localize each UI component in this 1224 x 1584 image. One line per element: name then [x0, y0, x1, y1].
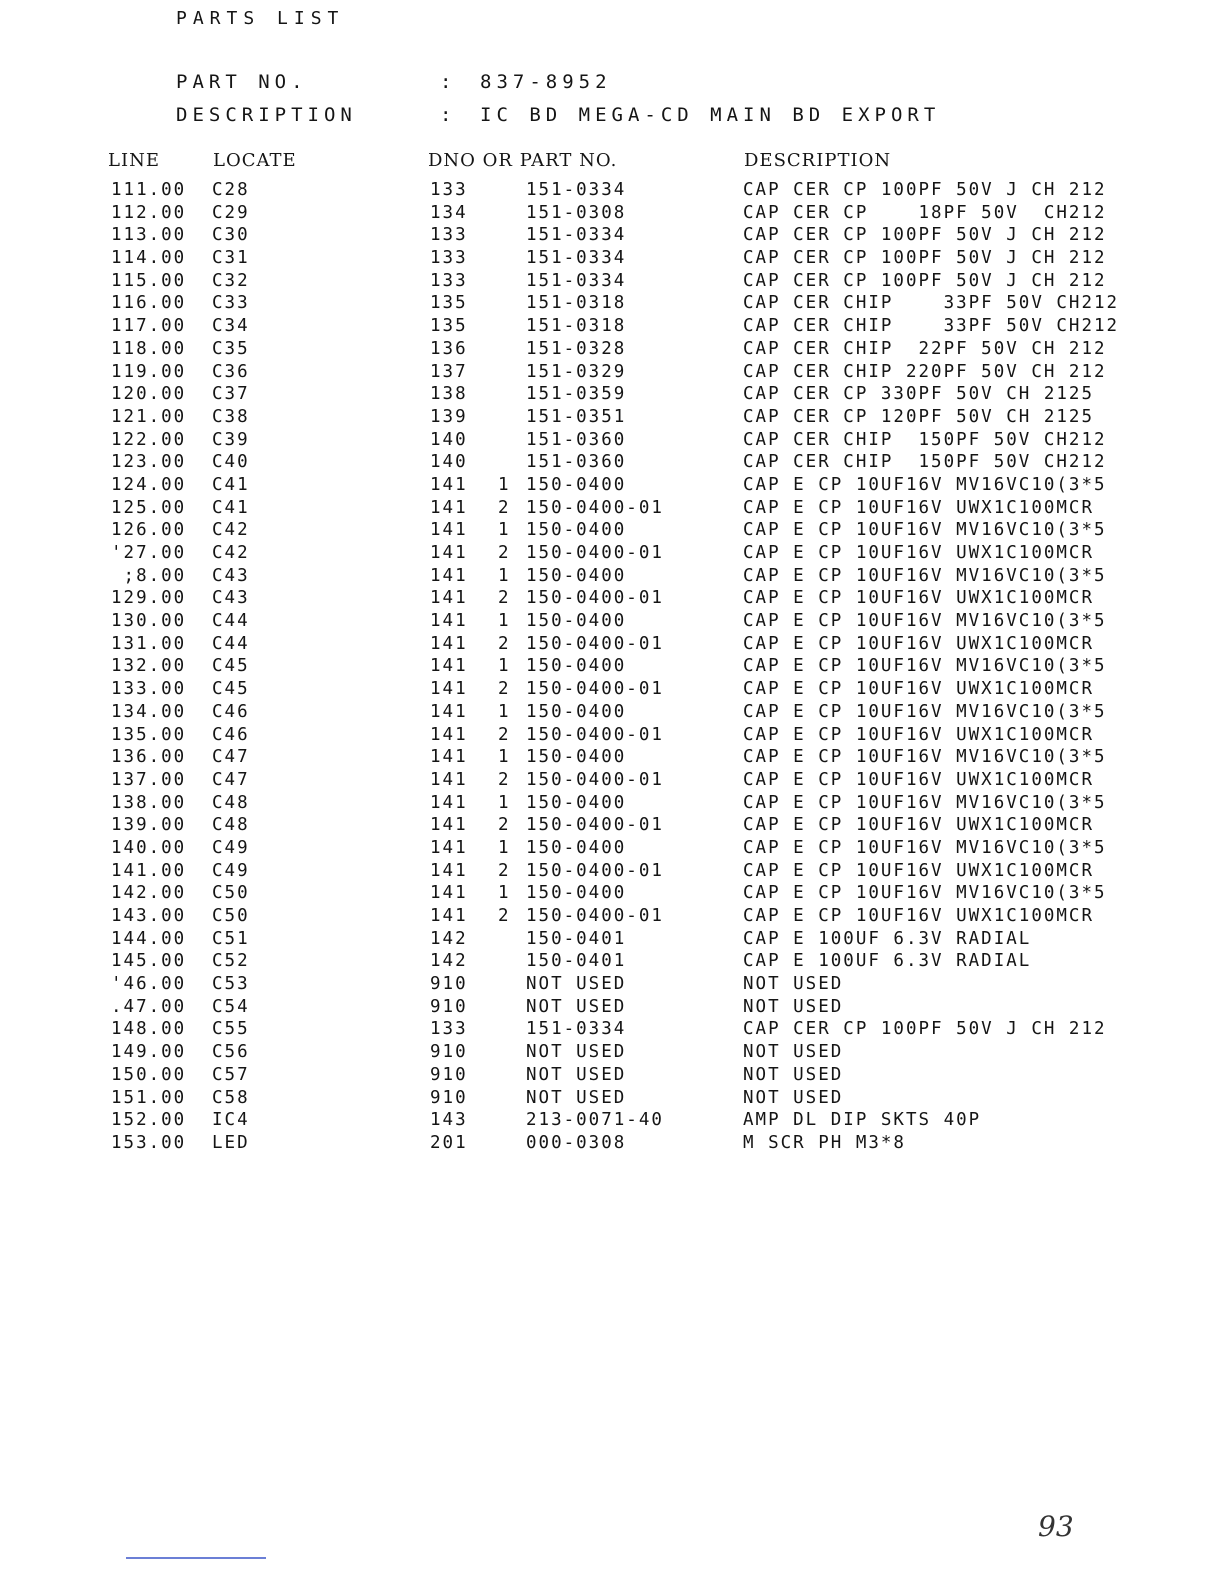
description-cell: CAP E CP 10UF16V UWX1C100MCR [743, 815, 1095, 836]
line-cell: 113.00 [111, 225, 187, 246]
table-row [0, 883, 1224, 906]
line-cell: 118.00 [111, 338, 187, 359]
locate-cell: C47 [212, 769, 250, 790]
locate-cell: C57 [212, 1064, 250, 1085]
locate-cell: C30 [212, 225, 250, 246]
line-cell: 144.00 [111, 928, 187, 949]
table-row [0, 906, 1224, 929]
locate-cell: C48 [212, 792, 250, 813]
table-row [0, 929, 1224, 952]
dno-cell: 142 [430, 928, 468, 949]
description-cell: CAP CER CP 100PF 50V J CH 212 [743, 1019, 1107, 1040]
table-row [0, 225, 1224, 248]
description-cell: CAP CER CP 330PF 50V CH 2125 [743, 384, 1095, 405]
dno-cell: 141 [430, 883, 468, 904]
part-number-cell: 150-0400-01 [526, 633, 664, 654]
dno-cell: 141 [430, 906, 468, 926]
part-number-cell: 151-0334 [526, 180, 627, 200]
part-number-value: 837-8952 [480, 71, 612, 93]
dno-cell: 133 [430, 248, 468, 269]
part-number-cell: 151-0359 [526, 384, 627, 405]
locate-cell: C28 [212, 180, 250, 200]
line-cell: 150.00 [111, 1064, 187, 1085]
part-number-cell: NOT USED [526, 1087, 627, 1108]
part-number-cell: 151-0351 [526, 406, 627, 427]
table-row [0, 452, 1224, 475]
or-cell: 1 [498, 656, 511, 677]
or-cell: 2 [498, 497, 511, 518]
description-cell: CAP E CP 10UF16V UWX1C100MCR [743, 588, 1095, 609]
description-cell: CAP E CP 10UF16V UWX1C100MCR [743, 860, 1095, 881]
dno-cell: 910 [430, 1042, 468, 1063]
locate-cell: C46 [212, 724, 250, 745]
table-row [0, 1019, 1224, 1042]
dno-cell: 141 [430, 565, 468, 586]
line-cell: 151.00 [111, 1087, 187, 1108]
separator: : [440, 104, 457, 126]
locate-cell: C49 [212, 860, 250, 881]
line-cell: 135.00 [111, 724, 187, 745]
locate-cell: C55 [212, 1019, 250, 1040]
part-number-cell: 150-0400-01 [526, 543, 664, 563]
description-cell: M SCR PH M3*8 [743, 1132, 906, 1153]
description-cell: CAP E CP 10UF16V MV16VC10(3*5 [743, 656, 1107, 677]
table-row [0, 861, 1224, 884]
locate-cell: C47 [212, 747, 250, 768]
locate-cell: C54 [212, 996, 250, 1017]
table-row [0, 271, 1224, 294]
description-cell: CAP CER CP 18PF 50V CH212 [743, 202, 1107, 223]
dno-cell: 140 [430, 429, 468, 450]
line-cell: 143.00 [111, 906, 187, 926]
part-number-cell: 151-0308 [526, 202, 627, 223]
locate-cell: C40 [212, 452, 250, 473]
dno-cell: 141 [430, 747, 468, 768]
dno-cell: 141 [430, 588, 468, 609]
table-row [0, 656, 1224, 679]
part-number-cell: NOT USED [526, 1042, 627, 1063]
dno-cell: 135 [430, 293, 468, 314]
part-number-cell: 000-0308 [526, 1132, 627, 1153]
table-row [0, 770, 1224, 793]
description-cell: CAP E CP 10UF16V MV16VC10(3*5 [743, 474, 1107, 495]
or-cell: 1 [498, 474, 511, 495]
part-number-cell: 151-0360 [526, 452, 627, 473]
part-number-cell: 150-0400 [526, 792, 627, 813]
part-number-cell: 151-0329 [526, 361, 627, 382]
table-row [0, 747, 1224, 770]
dno-cell: 141 [430, 497, 468, 518]
locate-cell: C42 [212, 543, 250, 563]
dno-cell: 910 [430, 996, 468, 1017]
table-row [0, 725, 1224, 748]
line-cell: 119.00 [111, 361, 187, 382]
locate-cell: C36 [212, 361, 250, 382]
line-cell: 145.00 [111, 951, 187, 972]
table-row [0, 588, 1224, 611]
locate-cell: C44 [212, 633, 250, 654]
line-cell: 132.00 [111, 656, 187, 677]
part-number-cell: 150-0400 [526, 656, 627, 677]
description-cell: CAP CER CP 120PF 50V CH 2125 [743, 406, 1095, 427]
table-row [0, 679, 1224, 702]
dno-cell: 133 [430, 180, 468, 200]
description-cell: CAP E CP 10UF16V MV16VC10(3*5 [743, 701, 1107, 722]
part-number-cell: 150-0400-01 [526, 679, 664, 700]
description-cell: CAP CER CHIP 33PF 50V CH212 [743, 293, 1120, 314]
part-number-cell: 150-0400-01 [526, 815, 664, 836]
table-row [0, 293, 1224, 316]
line-cell: 148.00 [111, 1019, 187, 1040]
description-cell: CAP E CP 10UF16V MV16VC10(3*5 [743, 565, 1107, 586]
dno-cell: 141 [430, 815, 468, 836]
line-cell: 124.00 [111, 474, 187, 495]
part-number-cell: 213-0071-40 [526, 1110, 664, 1131]
or-cell: 2 [498, 543, 511, 563]
dno-cell: 139 [430, 406, 468, 427]
part-number-cell: 150-0400 [526, 520, 627, 541]
dno-cell: 141 [430, 520, 468, 541]
part-number-cell: 150-0400 [526, 747, 627, 768]
description-cell: CAP E CP 10UF16V UWX1C100MCR [743, 633, 1095, 654]
part-number-cell: 150-0400 [526, 474, 627, 495]
dno-cell: 141 [430, 543, 468, 563]
locate-cell: C29 [212, 202, 250, 223]
line-cell: 137.00 [111, 769, 187, 790]
description-cell: CAP E 100UF 6.3V RADIAL [743, 928, 1032, 949]
part-number-cell: 150-0400 [526, 565, 627, 586]
description-cell: NOT USED [743, 1042, 844, 1063]
dno-cell: 910 [430, 1087, 468, 1108]
locate-cell: C58 [212, 1087, 250, 1108]
line-cell: 122.00 [111, 429, 187, 450]
description-cell: CAP E CP 10UF16V MV16VC10(3*5 [743, 520, 1107, 541]
locate-cell: C56 [212, 1042, 250, 1063]
description-cell: CAP CER CP 100PF 50V J CH 212 [743, 270, 1107, 291]
locate-cell: IC4 [212, 1110, 250, 1131]
dno-cell: 142 [430, 951, 468, 972]
line-cell: 111.00 [111, 180, 187, 200]
locate-cell: C32 [212, 270, 250, 291]
description-cell: CAP CER CHIP 150PF 50V CH212 [743, 452, 1107, 473]
description-cell: AMP DL DIP SKTS 40P [743, 1110, 982, 1131]
dno-cell: 143 [430, 1110, 468, 1131]
or-cell: 2 [498, 769, 511, 790]
table-row [0, 634, 1224, 657]
part-number-cell: 150-0400-01 [526, 860, 664, 881]
dno-cell: 141 [430, 792, 468, 813]
column-header-part-no: DNO OR PART NO. [428, 150, 618, 171]
description-cell: CAP CER CHIP 220PF 50V CH 212 [743, 361, 1107, 382]
or-cell: 1 [498, 837, 511, 858]
part-number-cell: 150-0400 [526, 883, 627, 904]
description-cell: CAP E CP 10UF16V UWX1C100MCR [743, 769, 1095, 790]
line-cell: 121.00 [111, 406, 187, 427]
locate-cell: LED [212, 1132, 250, 1153]
table-row [0, 838, 1224, 861]
description-value: IC BD MEGA-CD MAIN BD EXPORT [480, 104, 941, 126]
table-row [0, 248, 1224, 271]
locate-cell: C45 [212, 656, 250, 677]
line-cell: 141.00 [111, 860, 187, 881]
description-cell: CAP E CP 10UF16V UWX1C100MCR [743, 543, 1095, 563]
part-number-cell: 151-0334 [526, 270, 627, 291]
locate-cell: C44 [212, 611, 250, 632]
or-cell: 1 [498, 611, 511, 632]
table-row [0, 543, 1224, 566]
locate-cell: C45 [212, 679, 250, 700]
or-cell: 1 [498, 747, 511, 768]
locate-cell: C35 [212, 338, 250, 359]
description-cell: CAP E CP 10UF16V MV16VC10(3*5 [743, 747, 1107, 768]
dno-cell: 136 [430, 338, 468, 359]
description-cell: CAP CER CHIP 150PF 50V CH212 [743, 429, 1107, 450]
part-number-cell: 150-0400-01 [526, 497, 664, 518]
dno-cell: 910 [430, 974, 468, 995]
part-number-cell: 150-0401 [526, 951, 627, 972]
description-cell: CAP E CP 10UF16V MV16VC10(3*5 [743, 611, 1107, 632]
line-cell: 130.00 [111, 611, 187, 632]
description-cell: NOT USED [743, 1087, 844, 1108]
dno-cell: 201 [430, 1132, 468, 1153]
line-cell: 131.00 [111, 633, 187, 654]
part-number-cell: NOT USED [526, 974, 627, 995]
line-cell: .47.00 [111, 996, 187, 1017]
part-number-cell: 150-0400 [526, 611, 627, 632]
locate-cell: C31 [212, 248, 250, 269]
dno-cell: 141 [430, 769, 468, 790]
part-number-cell: 150-0400-01 [526, 906, 664, 926]
or-cell: 1 [498, 520, 511, 541]
or-cell: 1 [498, 565, 511, 586]
part-number-cell: NOT USED [526, 996, 627, 1017]
or-cell: 2 [498, 679, 511, 700]
locate-cell: C51 [212, 928, 250, 949]
table-row [0, 611, 1224, 634]
locate-cell: C39 [212, 429, 250, 450]
line-cell: 136.00 [111, 747, 187, 768]
line-cell: 140.00 [111, 837, 187, 858]
line-cell: 117.00 [111, 316, 187, 337]
locate-cell: C33 [212, 293, 250, 314]
table-row [0, 203, 1224, 226]
dno-cell: 133 [430, 1019, 468, 1040]
part-number-label: PART NO. [176, 71, 308, 93]
description-label: DESCRIPTION [176, 104, 357, 126]
line-cell: 134.00 [111, 701, 187, 722]
line-cell: 133.00 [111, 679, 187, 700]
locate-cell: C43 [212, 588, 250, 609]
or-cell: 2 [498, 906, 511, 926]
line-cell: 115.00 [111, 270, 187, 291]
locate-cell: C49 [212, 837, 250, 858]
line-cell: 112.00 [111, 202, 187, 223]
locate-cell: C42 [212, 520, 250, 541]
column-header-description: DESCRIPTION [744, 150, 892, 171]
description-cell: CAP E CP 10UF16V UWX1C100MCR [743, 906, 1095, 926]
description-cell: CAP CER CHIP 33PF 50V CH212 [743, 316, 1120, 337]
part-number-cell: 150-0400 [526, 701, 627, 722]
table-row [0, 566, 1224, 589]
part-number-cell: 150-0400-01 [526, 588, 664, 609]
dno-cell: 141 [430, 679, 468, 700]
description-cell: CAP CER CP 100PF 50V J CH 212 [743, 180, 1107, 200]
table-row [0, 815, 1224, 838]
line-cell: 116.00 [111, 293, 187, 314]
parts-table [0, 180, 1224, 1156]
table-row [0, 520, 1224, 543]
table-row [0, 362, 1224, 385]
or-cell: 2 [498, 860, 511, 881]
line-cell: 142.00 [111, 883, 187, 904]
dno-cell: 133 [430, 225, 468, 246]
or-cell: 1 [498, 883, 511, 904]
dno-cell: 134 [430, 202, 468, 223]
table-row [0, 339, 1224, 362]
table-row [0, 1042, 1224, 1065]
locate-cell: C50 [212, 883, 250, 904]
column-header-locate: LOCATE [213, 150, 297, 171]
part-number-cell: NOT USED [526, 1064, 627, 1085]
line-cell: 125.00 [111, 497, 187, 518]
locate-cell: C34 [212, 316, 250, 337]
dno-cell: 141 [430, 611, 468, 632]
description-cell: CAP E CP 10UF16V MV16VC10(3*5 [743, 837, 1107, 858]
dno-cell: 141 [430, 724, 468, 745]
description-cell: CAP E CP 10UF16V MV16VC10(3*5 [743, 792, 1107, 813]
line-cell: 126.00 [111, 520, 187, 541]
line-cell: '46.00 [111, 974, 187, 995]
table-row [0, 702, 1224, 725]
page-title: PARTS LIST [176, 8, 345, 29]
table-row [0, 997, 1224, 1020]
locate-cell: C46 [212, 701, 250, 722]
dno-cell: 141 [430, 633, 468, 654]
line-cell: ;8.00 [111, 565, 187, 586]
locate-cell: C37 [212, 384, 250, 405]
separator: : [440, 71, 457, 93]
table-row [0, 384, 1224, 407]
part-number-cell: 151-0318 [526, 293, 627, 314]
line-cell: 138.00 [111, 792, 187, 813]
dno-cell: 138 [430, 384, 468, 405]
description-cell: CAP E 100UF 6.3V RADIAL [743, 951, 1032, 972]
dno-cell: 141 [430, 474, 468, 495]
part-number-cell: 151-0334 [526, 225, 627, 246]
line-cell: 152.00 [111, 1110, 187, 1131]
dno-cell: 135 [430, 316, 468, 337]
line-cell: 129.00 [111, 588, 187, 609]
locate-cell: C41 [212, 497, 250, 518]
locate-cell: C41 [212, 474, 250, 495]
line-cell: 153.00 [111, 1132, 187, 1153]
part-number-cell: 151-0328 [526, 338, 627, 359]
line-cell: 139.00 [111, 815, 187, 836]
dno-cell: 141 [430, 837, 468, 858]
part-number-cell: 150-0401 [526, 928, 627, 949]
locate-cell: C50 [212, 906, 250, 926]
description-cell: NOT USED [743, 996, 844, 1017]
table-row [0, 1065, 1224, 1088]
description-cell: CAP CER CP 100PF 50V J CH 212 [743, 248, 1107, 269]
dno-cell: 140 [430, 452, 468, 473]
part-number-cell: 150-0400 [526, 837, 627, 858]
line-cell: 123.00 [111, 452, 187, 473]
or-cell: 2 [498, 588, 511, 609]
description-cell: NOT USED [743, 974, 844, 995]
table-row [0, 498, 1224, 521]
part-number-cell: 150-0400-01 [526, 769, 664, 790]
dno-cell: 910 [430, 1064, 468, 1085]
table-row [0, 951, 1224, 974]
part-number-cell: 151-0334 [526, 248, 627, 269]
table-row [0, 1088, 1224, 1111]
or-cell: 2 [498, 633, 511, 654]
divider [126, 1557, 266, 1559]
column-header-line: LINE [108, 150, 160, 171]
locate-cell: C53 [212, 974, 250, 995]
table-row [0, 316, 1224, 339]
description-cell: CAP CER CP 100PF 50V J CH 212 [743, 225, 1107, 246]
locate-cell: C48 [212, 815, 250, 836]
dno-cell: 141 [430, 701, 468, 722]
part-number-cell: 151-0318 [526, 316, 627, 337]
table-row [0, 407, 1224, 430]
dno-cell: 137 [430, 361, 468, 382]
table-row [0, 1133, 1224, 1156]
part-number-cell: 150-0400-01 [526, 724, 664, 745]
or-cell: 2 [498, 724, 511, 745]
table-row [0, 430, 1224, 453]
locate-cell: C43 [212, 565, 250, 586]
line-cell: '27.00 [111, 543, 187, 563]
or-cell: 2 [498, 815, 511, 836]
table-row [0, 793, 1224, 816]
line-cell: 120.00 [111, 384, 187, 405]
locate-cell: C52 [212, 951, 250, 972]
line-cell: 149.00 [111, 1042, 187, 1063]
page-number: 93 [1038, 1510, 1074, 1543]
or-cell: 1 [498, 792, 511, 813]
dno-cell: 133 [430, 270, 468, 291]
description-cell: CAP E CP 10UF16V MV16VC10(3*5 [743, 883, 1107, 904]
part-number-cell: 151-0334 [526, 1019, 627, 1040]
table-row [0, 1110, 1224, 1133]
description-cell: CAP E CP 10UF16V UWX1C100MCR [743, 497, 1095, 518]
description-cell: CAP CER CHIP 22PF 50V CH 212 [743, 338, 1107, 359]
table-row [0, 180, 1224, 203]
table-row [0, 974, 1224, 997]
dno-cell: 141 [430, 656, 468, 677]
line-cell: 114.00 [111, 248, 187, 269]
description-cell: CAP E CP 10UF16V UWX1C100MCR [743, 724, 1095, 745]
or-cell: 1 [498, 701, 511, 722]
part-number-cell: 151-0360 [526, 429, 627, 450]
dno-cell: 141 [430, 860, 468, 881]
locate-cell: C38 [212, 406, 250, 427]
description-cell: CAP E CP 10UF16V UWX1C100MCR [743, 679, 1095, 700]
description-cell: NOT USED [743, 1064, 844, 1085]
table-row [0, 475, 1224, 498]
